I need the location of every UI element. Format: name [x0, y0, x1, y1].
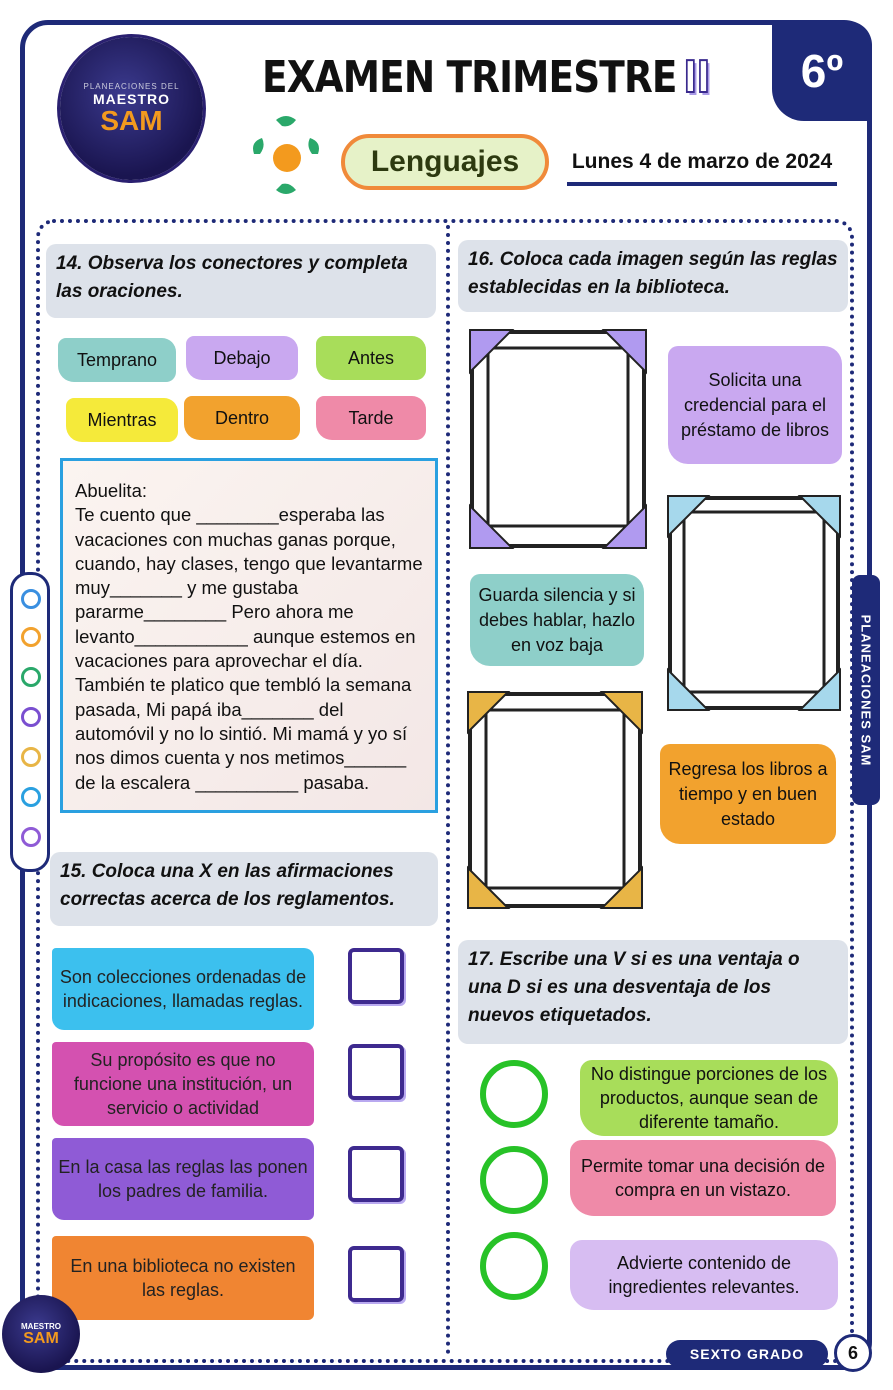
footer-logo-word-maestro: MAESTRO: [21, 1321, 61, 1331]
subject-label: Lenguajes: [341, 134, 549, 190]
logo-caption: PLANEACIONES DEL: [83, 82, 180, 91]
title-roman: II: [683, 52, 710, 103]
footer-logo-word-sam: SAM: [23, 1329, 59, 1347]
logo-word-sam: SAM: [100, 105, 163, 136]
connector-tag: Temprano: [58, 338, 176, 382]
field-icon: [21, 827, 41, 847]
connector-tag: Tarde: [316, 396, 426, 440]
rule-note: Regresa los libros a tiempo y en buen estado: [660, 744, 836, 844]
maestro-sam-logo: [60, 37, 203, 180]
q17-heading: 17. Escribe una V si es una ventaja o una D si es una desventaja de los nuevos etiquetados.: [458, 940, 848, 1044]
q14-heading: 14. Observa los conectores y completa las oraciones.: [46, 244, 436, 318]
column-divider: [446, 225, 450, 1355]
letter-greeting: Abuelita:: [75, 480, 147, 501]
logo-word-maestro: MAESTRO: [93, 91, 170, 107]
connector-tag: Mientras: [66, 398, 178, 442]
label-statement: Advierte contenido de ingredientes relevantes.: [570, 1240, 838, 1310]
answer-checkbox[interactable]: [348, 1246, 404, 1302]
grade-label: SEXTO GRADO: [666, 1340, 828, 1368]
answer-circle[interactable]: [480, 1060, 548, 1128]
answer-checkbox[interactable]: [348, 1044, 404, 1100]
connector-tag: Antes: [316, 336, 426, 380]
answer-checkbox[interactable]: [348, 948, 404, 1004]
exam-date: Lunes 4 de marzo de 2024: [567, 150, 837, 186]
field-icon: [21, 627, 41, 647]
grade-badge: 6º: [772, 21, 872, 121]
rule-note: Guarda silencia y si debes hablar, hazlo en voz baja: [470, 574, 644, 666]
field-icon: [21, 747, 41, 767]
q15-heading: 15. Coloca una X en las afirmaciones correctas acerca de los reglamentos.: [50, 852, 438, 926]
field-icon: [21, 707, 41, 727]
letter-body: Te cuento que ________esperaba las vacaciones con muchas ganas porque, cuando, hay clases, tengo que levantarme muy_______ y me gustaba pararme________ Pero ahora me levanto___________ aunque estemos en vacaciones para aprovechar el día. También te platico que tembló la semana pasada, Mi papá iba_______ del automóvil y no lo sintió. Mi mamá y yo sí nos dimos cuenta y nos metimos______ de la escalera __________ pasaba.: [75, 504, 423, 793]
photo-frame-slot[interactable]: [464, 324, 652, 554]
field-icon: [21, 787, 41, 807]
statement-card: Su propósito es que no funcione una institución, un servicio o actividad: [52, 1042, 314, 1126]
label-statement: Permite tomar una decisión de compra en un vistazo.: [570, 1140, 836, 1216]
connector-tag: Debajo: [186, 336, 298, 380]
page-number: 6: [834, 1334, 872, 1372]
icon-sidebar: [10, 572, 50, 872]
rule-note: Solicita una credencial para el préstamo de libros: [668, 346, 842, 464]
letter-box: [60, 458, 438, 813]
field-icon: [21, 667, 41, 687]
footer-logo: [2, 1295, 80, 1373]
label-statement: No distingue porciones de los productos, aunque sean de diferente tamaño.: [580, 1060, 838, 1136]
page-title: [262, 52, 710, 103]
statement-card: En la casa las reglas las ponen los padres de familia.: [52, 1138, 314, 1220]
subject-emblem-icon: [246, 110, 328, 200]
title-text: EXAMEN TRIMESTRE: [262, 52, 677, 103]
answer-circle[interactable]: [480, 1232, 548, 1300]
q16-heading: 16. Coloca cada imagen según las reglas establecidas en la biblioteca.: [458, 240, 848, 312]
connector-tag: Dentro: [184, 396, 300, 440]
side-brand-text: PLANEACIONES SAM: [858, 614, 874, 766]
photo-frame-slot[interactable]: [462, 686, 648, 914]
photo-frame-slot[interactable]: [662, 490, 846, 716]
answer-circle[interactable]: [480, 1146, 548, 1214]
field-icon: [21, 589, 41, 609]
side-brand-label: [852, 575, 880, 805]
statement-card: En una biblioteca no existen las reglas.: [52, 1236, 314, 1320]
answer-checkbox[interactable]: [348, 1146, 404, 1202]
statement-card: Son colecciones ordenadas de indicaciones, llamadas reglas.: [52, 948, 314, 1030]
